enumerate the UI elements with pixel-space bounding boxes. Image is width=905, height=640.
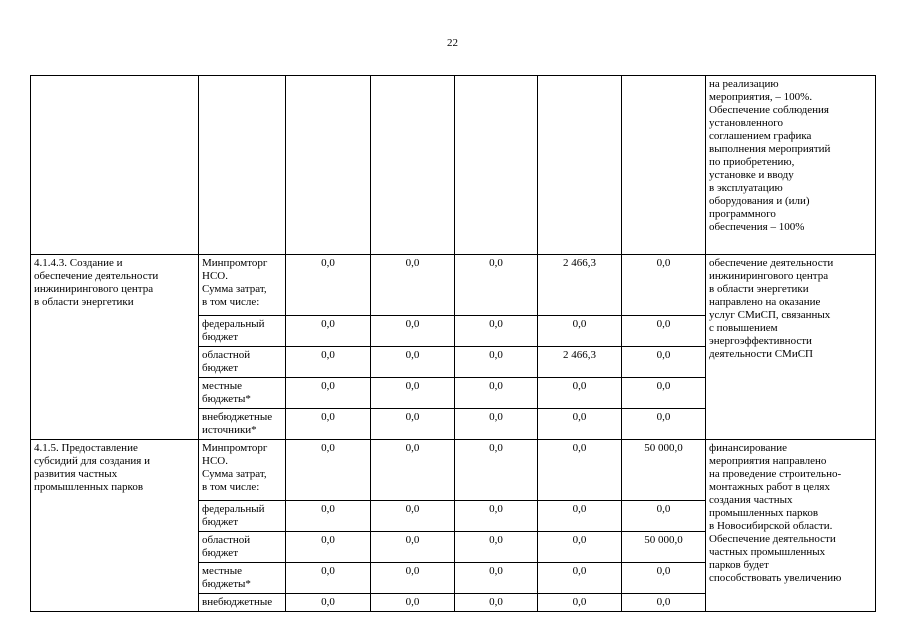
event-title: 4.1.5. Предоставление субсидий для создания и развития частных промышленных парков — [31, 440, 199, 612]
value-cell: 0,0 — [286, 378, 371, 409]
value-cell: 0,0 — [371, 563, 455, 594]
source-cell: местные бюджеты* — [199, 378, 286, 409]
value-cell: 0,0 — [286, 532, 371, 563]
value-cell: 0,0 — [455, 563, 538, 594]
event-title: 4.1.4.3. Создание и обеспечение деятельности инжинирингового центра в области энергетики — [31, 255, 199, 440]
value-cell: 0,0 — [371, 347, 455, 378]
source-cell — [199, 76, 286, 255]
value-cell: 0,0 — [286, 255, 371, 316]
source-cell: Минпромторг НСО. Сумма затрат, в том числе: — [199, 440, 286, 501]
value-cell: 0,0 — [371, 316, 455, 347]
value-cell — [622, 76, 706, 255]
value-cell: 0,0 — [455, 378, 538, 409]
value-cell: 0,0 — [286, 409, 371, 440]
result-cell: обеспечение деятельности инжинирингового центра в области энергетики направлено на оказание услуг СМиСП, связанных с повышением энергоэффективности деятельности СМиСП — [706, 255, 876, 440]
value-cell: 0,0 — [455, 347, 538, 378]
value-cell: 0,0 — [622, 501, 706, 532]
program-table — [30, 75, 876, 612]
value-cell: 0,0 — [455, 501, 538, 532]
value-cell: 0,0 — [538, 440, 622, 501]
value-cell: 0,0 — [622, 594, 706, 612]
value-cell: 0,0 — [455, 255, 538, 316]
value-cell — [538, 76, 622, 255]
table-row — [31, 255, 876, 316]
value-cell — [371, 76, 455, 255]
value-cell: 0,0 — [622, 409, 706, 440]
event-cell — [31, 76, 199, 255]
source-cell: областной бюджет — [199, 532, 286, 563]
value-cell — [286, 76, 371, 255]
value-cell: 0,0 — [371, 594, 455, 612]
value-cell: 0,0 — [455, 316, 538, 347]
value-cell: 0,0 — [286, 563, 371, 594]
value-cell: 0,0 — [538, 409, 622, 440]
source-cell: местные бюджеты* — [199, 563, 286, 594]
source-cell: Минпромторг НСО. Сумма затрат, в том числе: — [199, 255, 286, 316]
value-cell: 0,0 — [371, 501, 455, 532]
source-cell: федеральный бюджет — [199, 501, 286, 532]
value-cell: 0,0 — [455, 409, 538, 440]
value-cell: 0,0 — [538, 378, 622, 409]
value-cell: 2 466,3 — [538, 255, 622, 316]
value-cell: 0,0 — [286, 594, 371, 612]
value-cell: 0,0 — [455, 594, 538, 612]
value-cell: 0,0 — [455, 532, 538, 563]
value-cell: 0,0 — [371, 532, 455, 563]
value-cell: 0,0 — [371, 255, 455, 316]
value-cell: 0,0 — [286, 440, 371, 501]
value-cell: 0,0 — [538, 532, 622, 563]
value-cell: 0,0 — [538, 594, 622, 612]
page-number: 22 — [447, 37, 458, 49]
source-cell: федеральный бюджет — [199, 316, 286, 347]
source-cell: внебюджетные источники* — [199, 409, 286, 440]
value-cell: 0,0 — [286, 501, 371, 532]
value-cell: 0,0 — [622, 316, 706, 347]
value-cell: 0,0 — [286, 316, 371, 347]
source-cell: областной бюджет — [199, 347, 286, 378]
value-cell: 0,0 — [622, 347, 706, 378]
value-cell: 0,0 — [622, 563, 706, 594]
result-cell: финансирование мероприятия направлено на проведение строительно- монтажных работ в целях создания частных промышленных парков в Новосибирской области. Обеспечение деятельности частных промышленных парков будет способствовать увеличению — [706, 440, 876, 612]
value-cell: 0,0 — [371, 440, 455, 501]
value-cell: 0,0 — [538, 563, 622, 594]
value-cell: 0,0 — [622, 255, 706, 316]
value-cell: 0,0 — [538, 501, 622, 532]
table-row — [31, 440, 876, 501]
value-cell: 50 000,0 — [622, 532, 706, 563]
value-cell: 0,0 — [455, 440, 538, 501]
value-cell: 0,0 — [371, 378, 455, 409]
value-cell: 2 466,3 — [538, 347, 622, 378]
value-cell: 0,0 — [371, 409, 455, 440]
table-row — [31, 76, 876, 255]
value-cell — [455, 76, 538, 255]
result-cell: на реализацию мероприятия, – 100%. Обеспечение соблюдения установленного соглашением графика выполнения мероприятий по приобретению, установке и вводу в эксплуатацию оборудования и (или) программного обеспечения – 100% — [706, 76, 876, 255]
source-cell: внебюджетные — [199, 594, 286, 612]
value-cell: 0,0 — [286, 347, 371, 378]
value-cell: 0,0 — [622, 378, 706, 409]
value-cell: 50 000,0 — [622, 440, 706, 501]
value-cell: 0,0 — [538, 316, 622, 347]
